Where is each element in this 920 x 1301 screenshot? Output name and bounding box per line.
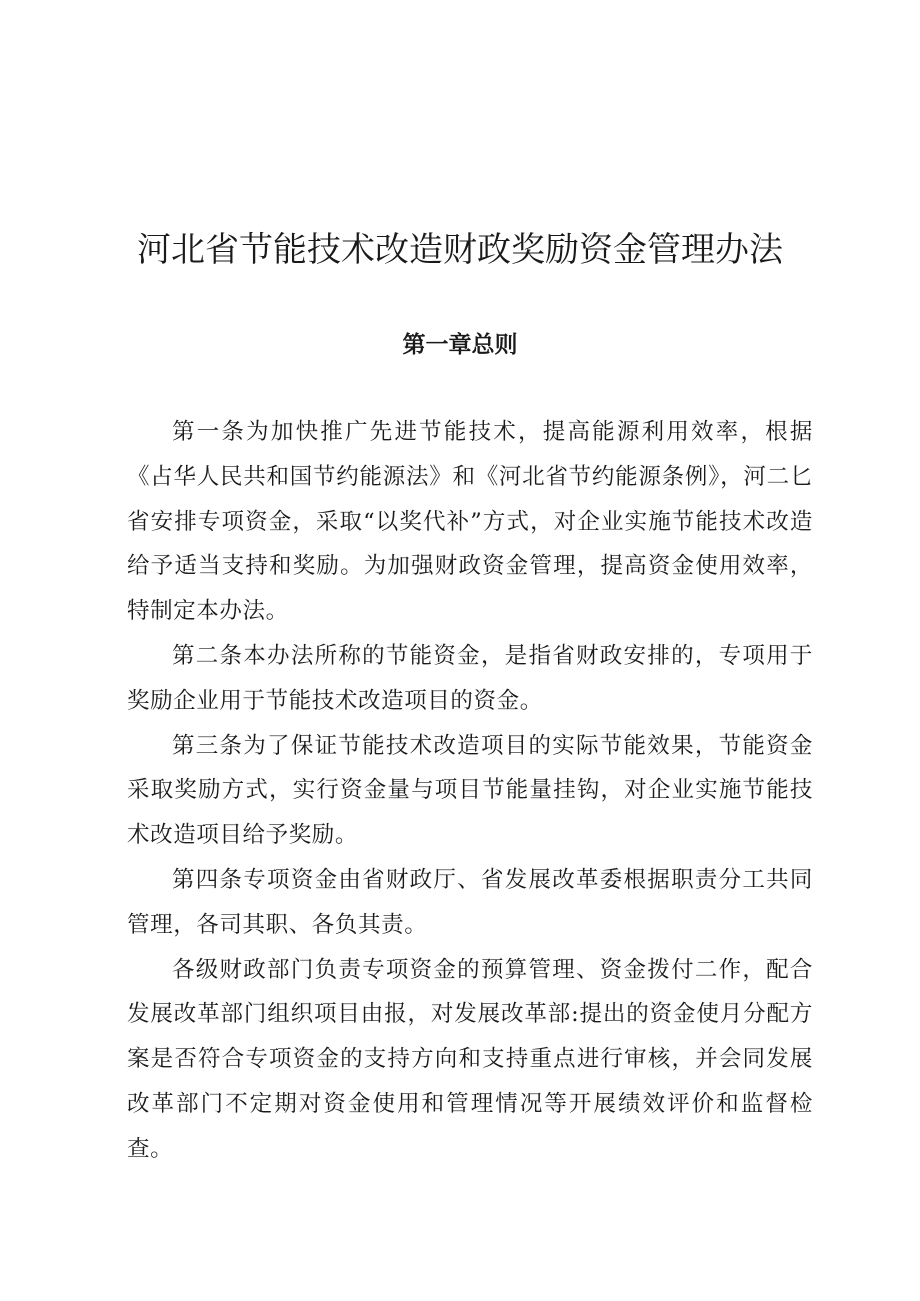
article-2-paragraph: 第二条本办法所称的节能资金，是指省财政安排的，专项用于奖励企业用于节能技术改造项目的资金。 bbox=[127, 642, 813, 714]
document-title: 河北省节能技术改造财政奖励资金管理办法 bbox=[137, 230, 783, 270]
article-1-paragraph: 第一条为加快推广先进节能技术，提高能源利用效率，根据《占华人民共和国节约能源法》和《河北省节约能源条例》，河二匕省安排专项资金，采取“以奖代补”方式，对企业实施节能技术改造给予适当支持和奖励。为加强财政资金管理，提高资金使用效率，特制定本办法。 bbox=[127, 419, 813, 625]
document-body bbox=[127, 410, 813, 1172]
article-4-paragraph: 第四条专项资金由省财政厅、省发展改革委根据职责分工共同管理，各司其职、各负其责。 bbox=[127, 866, 813, 938]
chapter-heading: 第一章总则 bbox=[402, 332, 518, 358]
article-3-paragraph: 第三条为了保证节能技术改造项目的实际节能效果，节能资金采取奖励方式，实行资金量与项目节能量挂钩，对企业实施节能技术改造项目给予奖励。 bbox=[127, 732, 813, 849]
finance-dept-paragraph: 各级财政部门负责专项资金的预算管理、资金拨付二作，配合发展改革部门组织项目由报，对发展改革部:提出的资金使月分配方案是否符合专项资金的支持方向和支持重点进行审核，并会同发展改革部门不定期对资金使用和管理情况等开展绩效评价和监督检查。 bbox=[127, 956, 813, 1162]
